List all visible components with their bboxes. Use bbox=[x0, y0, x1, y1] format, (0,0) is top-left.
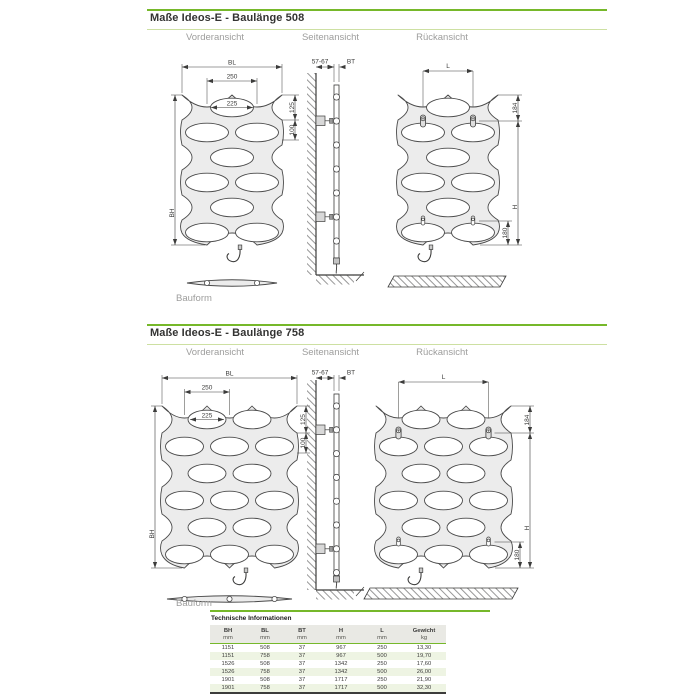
dim-label-bh: BH bbox=[169, 208, 176, 218]
mount-slot-icon bbox=[487, 537, 491, 546]
heating-cable-side bbox=[336, 264, 337, 274]
table-cell: 19,70 bbox=[416, 653, 432, 659]
floor bbox=[316, 272, 364, 285]
dim-label-184: 184 bbox=[512, 102, 519, 114]
dim-label-bt: BT bbox=[346, 369, 356, 377]
dim-label-225: 225 bbox=[226, 100, 238, 108]
table-cell: 250 bbox=[377, 645, 387, 651]
section2-title: Maße Ideos-E - Baulänge 758 bbox=[150, 327, 305, 339]
table-row bbox=[210, 676, 446, 684]
section2-bauform-label: Bauform bbox=[176, 598, 212, 609]
dim-label-180: 180 bbox=[514, 549, 521, 561]
heating-cable bbox=[227, 245, 242, 262]
dim-label-h: H bbox=[512, 204, 519, 210]
table-row bbox=[210, 660, 446, 668]
section2-label-rear: Rückansicht bbox=[416, 347, 468, 358]
dim-bt bbox=[328, 370, 355, 392]
table-cell: 1342 bbox=[334, 669, 348, 675]
technical-info-table bbox=[210, 610, 490, 694]
dim-100 bbox=[282, 120, 299, 140]
table-cell: 250 bbox=[377, 677, 387, 683]
section1-underline bbox=[147, 29, 607, 30]
section2-accent-line bbox=[147, 324, 607, 326]
dim-bt bbox=[328, 59, 355, 83]
section2-label-side: Seitenansicht bbox=[301, 347, 360, 358]
table-header-row bbox=[210, 625, 446, 643]
table-cell: 1526 bbox=[221, 669, 235, 675]
side-view-508 bbox=[300, 55, 370, 305]
col-header-gewicht: Gewicht kg bbox=[412, 628, 436, 641]
radiator-body-rear-508 bbox=[397, 95, 500, 245]
wall-bracket-top bbox=[316, 425, 334, 435]
heating-cable bbox=[418, 245, 433, 262]
dim-label-225: 225 bbox=[201, 412, 213, 420]
table-cell: 1901 bbox=[221, 677, 235, 683]
heating-cable-side bbox=[336, 582, 337, 589]
section1-label-side: Seitenansicht bbox=[301, 32, 360, 43]
table-cell: 37 bbox=[298, 653, 306, 659]
section1-title: Maße Ideos-E - Baulänge 508 bbox=[150, 12, 305, 24]
table-cell: 758 bbox=[260, 669, 270, 675]
col-header-l: L mm bbox=[377, 628, 387, 641]
table-cell: 758 bbox=[260, 653, 270, 659]
front-view-508 bbox=[160, 55, 310, 305]
table-row bbox=[210, 684, 446, 692]
radiator-profile bbox=[333, 85, 339, 274]
table-cell: 967 bbox=[336, 653, 346, 659]
dim-label-250: 250 bbox=[226, 73, 238, 81]
mount-bracket-icon bbox=[420, 115, 425, 127]
dim-label-bl: BL bbox=[228, 59, 236, 67]
col-header-bl: BL mm bbox=[260, 628, 270, 641]
wall-bracket-top bbox=[316, 116, 334, 126]
table-cell: 1717 bbox=[334, 677, 348, 683]
table-cell: 508 bbox=[260, 661, 270, 667]
rear-view-758 bbox=[362, 366, 540, 618]
heating-cable bbox=[233, 568, 248, 585]
mount-bracket-icon bbox=[486, 427, 491, 439]
mount-bracket-icon bbox=[396, 427, 401, 439]
dim-label-wall: 57-67 bbox=[311, 58, 329, 66]
table-cell: 1151 bbox=[221, 645, 235, 651]
table-row bbox=[210, 668, 446, 676]
dim-label-h: H bbox=[524, 525, 531, 531]
table-row bbox=[210, 652, 446, 660]
table-cell: 26,00 bbox=[416, 669, 432, 675]
section1-label-front: Vorderansicht bbox=[185, 32, 245, 43]
table-cell: 37 bbox=[298, 685, 306, 691]
table-cell: 32,30 bbox=[416, 685, 432, 691]
floor-hatch bbox=[388, 276, 506, 287]
table-cell: 1901 bbox=[221, 685, 235, 691]
dim-label-125: 125 bbox=[289, 102, 296, 113]
wall-bracket-bottom bbox=[316, 212, 334, 222]
radiator-body-front-758 bbox=[161, 406, 299, 568]
table-cell: 37 bbox=[298, 669, 306, 675]
mount-slot-icon bbox=[397, 537, 401, 546]
table-cell: 37 bbox=[298, 661, 306, 667]
front-view-758 bbox=[142, 366, 314, 618]
dim-label-bh: BH bbox=[149, 529, 156, 539]
mount-slot-icon bbox=[421, 216, 425, 225]
col-header-h: H mm bbox=[336, 628, 346, 641]
radiator-body-rear-758 bbox=[375, 406, 513, 568]
table-cell: 500 bbox=[377, 669, 387, 675]
table-cell: 17,60 bbox=[416, 661, 432, 667]
table-cell: 37 bbox=[298, 677, 306, 683]
table-cell: 1151 bbox=[221, 653, 235, 659]
dim-label-184: 184 bbox=[524, 414, 531, 426]
dim-label-bt: BT bbox=[346, 58, 356, 66]
table-cell: 13,30 bbox=[416, 645, 432, 651]
dim-label-bl: BL bbox=[225, 370, 234, 378]
dim-label-250: 250 bbox=[201, 384, 213, 392]
dim-wall-distance bbox=[312, 59, 334, 68]
col-header-bh: BH mm bbox=[223, 628, 233, 641]
section1-label-rear: Rückansicht bbox=[416, 32, 468, 43]
table-row bbox=[210, 644, 446, 652]
table-grid bbox=[210, 625, 446, 694]
dim-label-125: 125 bbox=[300, 414, 307, 425]
table-cell: 500 bbox=[377, 653, 387, 659]
heating-cable bbox=[408, 568, 423, 585]
table-cell: 508 bbox=[260, 645, 270, 651]
mount-slot-icon bbox=[471, 216, 475, 225]
table-cell: 1342 bbox=[334, 661, 348, 667]
section1-bauform-label: Bauform bbox=[176, 293, 212, 304]
dim-125 bbox=[282, 95, 299, 120]
table-title: Technische Informationen bbox=[211, 615, 292, 622]
floor-hatch bbox=[364, 588, 518, 599]
section1-accent-line bbox=[147, 9, 607, 11]
table-cell: 250 bbox=[377, 661, 387, 667]
section2-underline bbox=[147, 344, 607, 345]
table-bottom-border bbox=[210, 692, 446, 694]
floor bbox=[316, 587, 364, 600]
dim-label-100: 100 bbox=[300, 437, 307, 449]
col-header-bt: BT mm bbox=[297, 628, 307, 641]
table-cell: 508 bbox=[260, 677, 270, 683]
table-cell: 1717 bbox=[334, 685, 348, 691]
section2-label-front: Vorderansicht bbox=[185, 347, 245, 358]
dim-label-l: L bbox=[446, 63, 450, 70]
mount-bracket-icon bbox=[470, 115, 475, 127]
dim-label-wall: 57-67 bbox=[311, 369, 329, 377]
table-cell: 37 bbox=[298, 645, 306, 651]
wall bbox=[307, 73, 316, 275]
dim-label-180: 180 bbox=[502, 227, 509, 239]
wall-bracket-bottom bbox=[316, 544, 334, 554]
table-cell: 967 bbox=[336, 645, 346, 651]
table-cell: 1526 bbox=[221, 661, 235, 667]
rear-view-508 bbox=[385, 55, 525, 305]
table-cell: 500 bbox=[377, 685, 387, 691]
table-cell: 758 bbox=[260, 685, 270, 691]
dim-label-100: 100 bbox=[289, 124, 296, 136]
side-view-758 bbox=[300, 366, 370, 618]
table-cell: 21,90 bbox=[416, 677, 432, 683]
wall bbox=[307, 380, 316, 590]
radiator-body-front-508 bbox=[181, 95, 284, 245]
bauform-top-view-508 bbox=[187, 280, 277, 287]
radiator-profile bbox=[333, 394, 339, 589]
dim-label-l: L bbox=[441, 374, 446, 381]
dim-wall-distance bbox=[312, 370, 334, 379]
